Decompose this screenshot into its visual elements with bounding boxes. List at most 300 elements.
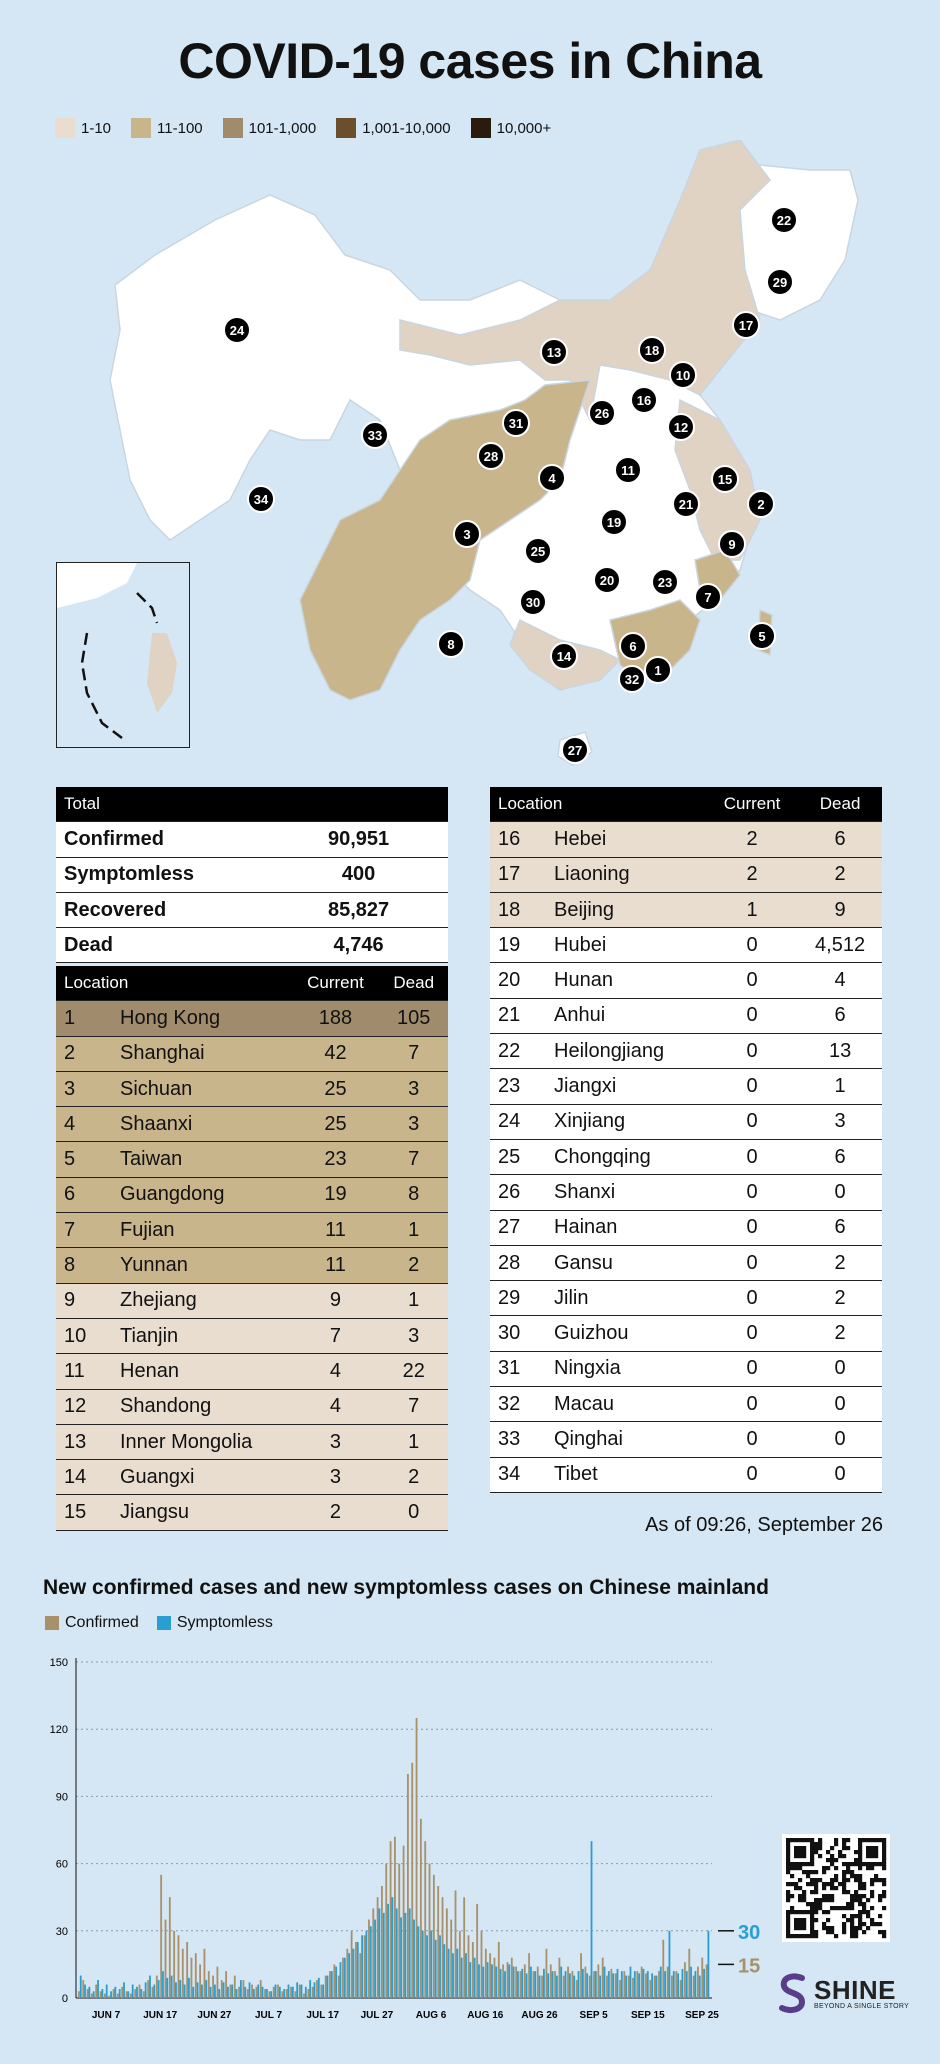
bar-confirmed [303,1994,305,1998]
row-location: Shanghai [112,1036,291,1071]
map-marker-label: 20 [599,573,615,588]
bar-confirmed [230,1985,232,1998]
row-dead: 2 [379,1460,448,1495]
row-current: 2 [706,857,798,892]
map-marker-label: 32 [624,672,640,687]
row-dead: 0 [798,1387,882,1422]
row-rank: 2 [56,1036,112,1071]
row-current: 0 [706,1281,798,1316]
bar-symptomless [612,1973,614,1998]
bar-symptomless [175,1982,177,1998]
x-tick-label: SEP 15 [630,2010,665,2021]
row-current: 23 [291,1142,379,1177]
bar-confirmed [563,1976,565,1998]
bar-confirmed [641,1967,643,1998]
row-rank: 1 [56,1001,112,1036]
bar-symptomless [651,1973,653,1998]
bar-symptomless [88,1987,90,1998]
bar-symptomless [530,1967,532,1998]
location-table-right [490,787,882,1493]
bar-symptomless [188,1978,190,1998]
bar-symptomless [184,1985,186,1998]
legend-item [55,118,111,138]
bar-symptomless [521,1969,523,1998]
bar-confirmed [333,1964,335,1998]
inset-land [57,563,137,608]
bar-confirmed [636,1971,638,1998]
bar-confirmed [507,1962,509,1998]
bar-confirmed [472,1942,474,1998]
bar-confirmed [294,1991,296,1998]
bar-confirmed [606,1976,608,1998]
bar-confirmed [533,1971,535,1998]
bar-confirmed [95,1985,97,1998]
legend-swatch [223,118,243,138]
inset-map [57,563,189,747]
bar-symptomless [469,1962,471,1998]
row-current: 3 [291,1424,379,1459]
bar-symptomless [695,1971,697,1998]
row-dead: 1 [379,1283,448,1318]
x-tick-label: JUL 17 [306,2010,340,2021]
bar-confirmed [628,1976,630,1998]
bar-confirmed [429,1864,431,1998]
row-dead: 2 [798,1245,882,1280]
row-dead: 0 [798,1422,882,1457]
table-row [490,928,882,963]
row-rank: 28 [490,1245,546,1280]
bar-confirmed [113,1989,115,1998]
map-marker-label: 31 [508,416,524,431]
bar-confirmed [342,1958,344,1998]
bar-confirmed [260,1980,262,1998]
bar-symptomless [586,1973,588,1998]
map-marker-label: 26 [594,406,610,421]
bar-symptomless [491,1964,493,1998]
bar-symptomless [132,1985,134,1998]
bar-confirmed [446,1908,448,1998]
bar-symptomless [223,1982,225,1998]
bar-symptomless [106,1985,108,1998]
x-tick-label: AUG 6 [415,2010,447,2021]
row-rank: 20 [490,963,546,998]
bar-symptomless [595,1971,597,1998]
bar-symptomless [565,1971,567,1998]
bar-confirmed [178,1935,180,1998]
map-marker-label: 22 [776,213,792,228]
as-of-note: As of 09:26, September 26 [645,1514,883,1536]
row-location: Henan [112,1354,291,1389]
bar-symptomless [262,1987,264,1998]
bar-symptomless [344,1958,346,1998]
row-location: Hubei [546,928,706,963]
bar-confirmed [675,1971,677,1998]
row-location: Shaanxi [112,1107,291,1142]
row-rank: 21 [490,998,546,1033]
legend-item [471,118,552,138]
row-rank: 27 [490,1210,546,1245]
bar-confirmed [481,1931,483,1998]
row-rank: 33 [490,1422,546,1457]
table-row [490,1034,882,1069]
bar-symptomless [422,1931,424,1998]
bar-symptomless [465,1953,467,1998]
map-marker-label: 3 [463,527,471,542]
row-location: Beijing [546,892,706,927]
bar-symptomless [275,1985,277,1998]
row-location: Hainan [546,1210,706,1245]
table-row [490,963,882,998]
row-current: 25 [291,1107,379,1142]
bar-confirmed [602,1958,604,1998]
bar-symptomless [166,1978,168,1998]
bar-symptomless [673,1971,675,1998]
bar-confirmed [186,1942,188,1998]
row-location: Macau [546,1387,706,1422]
row-location: Shanxi [546,1175,706,1210]
row-location: Hunan [546,963,706,998]
qr-pattern [782,1834,890,1942]
bar-confirmed [693,1976,695,1998]
bar-confirmed [372,1908,374,1998]
table-row [56,1001,448,1036]
total-value: 400 [295,857,421,892]
x-tick-label: AUG 26 [521,2010,558,2021]
bar-symptomless [591,1841,593,1998]
bar-confirmed [320,1985,322,1998]
location-header: Location [56,966,291,1001]
bar-symptomless [296,1982,298,1998]
bar-confirmed [91,1994,93,1998]
bar-confirmed [234,1976,236,1998]
row-dead: 4 [798,963,882,998]
row-location: Tianjin [112,1318,291,1353]
bar-symptomless [136,1987,138,1998]
bar-confirmed [173,1931,175,1998]
table-row [56,1495,448,1530]
legend-label: 10,000+ [496,119,552,137]
total-value: 4,746 [295,928,421,963]
bar-confirmed [238,1987,240,1998]
bar-symptomless [517,1971,519,1998]
row-current: 19 [291,1177,379,1212]
bar-confirmed [615,1973,617,1998]
bar-confirmed [147,1980,149,1998]
bar-confirmed [273,1987,275,1998]
bar-symptomless [539,1976,541,1998]
bar-symptomless [417,1926,419,1998]
bar-symptomless [664,1971,666,1998]
row-dead: 2 [798,1281,882,1316]
bar-symptomless [569,1973,571,1998]
bar-confirmed [403,1846,405,1998]
bar-confirmed [558,1958,560,1998]
row-location: Anhui [546,998,706,1033]
legend-swatch [131,118,151,138]
bar-symptomless [309,1980,311,1998]
row-location: Tibet [546,1457,706,1492]
row-location: Zhejiang [112,1283,291,1318]
bar-confirmed [108,1996,110,1998]
row-rank: 4 [56,1107,112,1142]
row-rank: 18 [490,892,546,927]
chart-legend-swatch [157,1616,171,1630]
row-rank: 25 [490,1139,546,1174]
bar-confirmed [385,1864,387,1998]
bar-symptomless [526,1973,528,1998]
bar-confirmed [411,1763,413,1998]
total-label: Confirmed [56,822,295,857]
bar-symptomless [335,1967,337,1998]
bar-symptomless [374,1920,376,1998]
row-current: 0 [706,1457,798,1492]
bar-confirmed [537,1967,539,1998]
map-marker-label: 33 [367,428,383,443]
table-row [490,1351,882,1386]
row-current: 25 [291,1071,379,1106]
bar-confirmed [468,1935,470,1998]
bar-confirmed [87,1989,89,1998]
bar-confirmed [420,1819,422,1998]
total-label: Recovered [56,892,295,927]
row-dead: 7 [379,1389,448,1424]
bar-symptomless [474,1958,476,1998]
row-location: Guangdong [112,1177,291,1212]
bar-symptomless [482,1967,484,1998]
bar-symptomless [699,1976,701,1998]
row-current: 0 [706,1210,798,1245]
row-rank: 32 [490,1387,546,1422]
table-row [56,1354,448,1389]
row-current: 0 [706,1034,798,1069]
row-current: 4 [291,1389,379,1424]
bar-symptomless [621,1971,623,1998]
map-marker-label: 12 [673,420,689,435]
qr-code[interactable] [782,1834,890,1942]
bar-confirmed [121,1987,123,1998]
bar-symptomless [348,1953,350,1998]
table-row [56,1142,448,1177]
bar-confirmed [242,1980,244,1998]
x-tick-label: SEP 5 [579,2010,608,2021]
bar-symptomless [443,1944,445,1998]
bar-symptomless [690,1967,692,1998]
row-rank: 11 [56,1354,112,1389]
row-current: 42 [291,1036,379,1071]
row-rank: 7 [56,1213,112,1248]
bar-confirmed [658,1971,660,1998]
bar-confirmed [619,1980,621,1998]
shine-logo [778,1972,909,2014]
bar-confirmed [511,1958,513,1998]
bar-confirmed [277,1985,279,1998]
y-tick-label: 120 [49,1724,68,1737]
row-current: 4 [291,1354,379,1389]
bar-symptomless [253,1989,255,1998]
bar-confirmed [515,1967,517,1998]
bar-confirmed [199,1964,201,1998]
bar-symptomless [638,1973,640,1998]
bar-symptomless [552,1971,554,1998]
bar-confirmed [567,1967,569,1998]
x-tick-label: JUN 27 [197,2010,232,2021]
bar-symptomless [513,1967,515,1998]
bar-confirmed [688,1949,690,1998]
bar-confirmed [338,1976,340,1998]
row-dead: 3 [798,1104,882,1139]
total-label: Dead [56,928,295,963]
bar-symptomless [379,1908,381,1998]
row-rank: 5 [56,1142,112,1177]
bar-confirmed [359,1953,361,1998]
row-location: Taiwan [112,1142,291,1177]
row-dead: 4,512 [798,928,882,963]
bar-symptomless [504,1971,506,1998]
row-current: 0 [706,1387,798,1422]
chart-legend-swatch [45,1616,59,1630]
row-dead: 7 [379,1036,448,1071]
row-rank: 10 [56,1318,112,1353]
bar-symptomless [604,1967,606,1998]
bar-confirmed [160,1875,162,1998]
table-row [490,892,882,927]
bar-symptomless [547,1973,549,1998]
row-current: 0 [706,1175,798,1210]
legend-swatch [336,118,356,138]
bar-symptomless [599,1976,601,1998]
bar-symptomless [400,1917,402,1998]
table-row [490,998,882,1033]
row-current: 9 [291,1283,379,1318]
row-current: 7 [291,1318,379,1353]
bar-confirmed [541,1976,543,1998]
bar-confirmed [195,1953,197,1998]
row-rank: 26 [490,1175,546,1210]
bar-symptomless [270,1991,272,1998]
row-current: 0 [706,1069,798,1104]
legend-swatch [55,118,75,138]
inset-dash-line [82,593,157,738]
bar-symptomless [487,1962,489,1998]
south-china-sea-inset [56,562,190,748]
bar-confirmed [494,1958,496,1998]
row-dead: 6 [798,822,882,857]
table-row [56,1107,448,1142]
bar-symptomless [331,1971,333,1998]
bar-symptomless [430,1931,432,1998]
row-rank: 19 [490,928,546,963]
bar-confirmed [684,1962,686,1998]
bar-symptomless [197,1982,199,1998]
shine-tagline: BEYOND A SINGLE STORY [814,2002,910,2010]
bar-confirmed [264,1989,266,1998]
row-dead: 7 [379,1142,448,1177]
bar-confirmed [589,1976,591,1998]
bar-symptomless [582,1969,584,1998]
bar-confirmed [364,1935,366,1998]
map-marker-label: 13 [546,345,562,360]
y-tick-label: 0 [61,1993,68,2005]
row-location: Guizhou [546,1316,706,1351]
bar-symptomless [145,1982,147,1998]
bar-confirmed [221,1980,223,1998]
row-rank: 14 [56,1460,112,1495]
bar-confirmed [697,1967,699,1998]
row-current: 0 [706,1316,798,1351]
table-row [56,1213,448,1248]
bar-symptomless [366,1931,368,1998]
map-marker-label: 24 [229,323,245,338]
bar-symptomless [123,1982,125,1998]
bar-confirmed [268,1991,270,1998]
row-location: Sichuan [112,1071,291,1106]
row-current: 0 [706,928,798,963]
map-marker-label: 8 [447,637,455,652]
bar-symptomless [192,1987,194,1998]
table-row [56,1460,448,1495]
bar-confirmed [580,1953,582,1998]
total-label: Symptomless [56,857,295,892]
x-tick-label: JUN 7 [91,2010,121,2021]
bar-confirmed [502,1964,504,1998]
bar-confirmed [290,1987,292,1998]
row-current: 0 [706,1104,798,1139]
row-rank: 24 [490,1104,546,1139]
bar-confirmed [394,1837,396,1998]
y-tick-label: 60 [55,1858,68,1871]
bar-confirmed [104,1994,106,1998]
bar-confirmed [632,1978,634,1998]
dead-header: Dead [379,966,448,1001]
bar-symptomless [84,1985,86,1998]
bar-symptomless [387,1904,389,1998]
totals-header: Total [56,787,448,822]
map-marker-label: 34 [253,492,269,507]
bar-symptomless [361,1935,363,1998]
row-rank: 23 [490,1069,546,1104]
bar-confirmed [82,1980,84,1998]
bar-symptomless [171,1976,173,1998]
bar-symptomless [617,1969,619,1998]
row-dead: 13 [798,1034,882,1069]
bar-symptomless [110,1991,112,1998]
map-marker-label: 6 [629,639,637,654]
row-dead: 6 [798,998,882,1033]
row-current: 2 [291,1495,379,1530]
bar-symptomless [158,1980,160,1998]
row-dead: 2 [379,1248,448,1283]
bar-confirmed [550,1964,552,1998]
bar-symptomless [93,1991,95,1998]
map-marker-label: 21 [678,497,694,512]
row-rank: 12 [56,1389,112,1424]
bar-confirmed [208,1971,210,1998]
bar-symptomless [495,1967,497,1998]
annotation-label: 15 [738,1955,761,1978]
bar-symptomless [404,1913,406,1998]
bar-confirmed [329,1971,331,1998]
shine-name: SHINE [814,1974,896,2005]
bar-symptomless [660,1967,662,1998]
map-marker-label: 9 [728,537,736,552]
bar-confirmed [520,1971,522,1998]
bar-symptomless [279,1987,281,1998]
bar-symptomless [119,1989,121,1998]
bar-symptomless [560,1967,562,1998]
bar-symptomless [340,1962,342,1998]
table-row [490,1245,882,1280]
total-value: 85,827 [295,892,421,927]
